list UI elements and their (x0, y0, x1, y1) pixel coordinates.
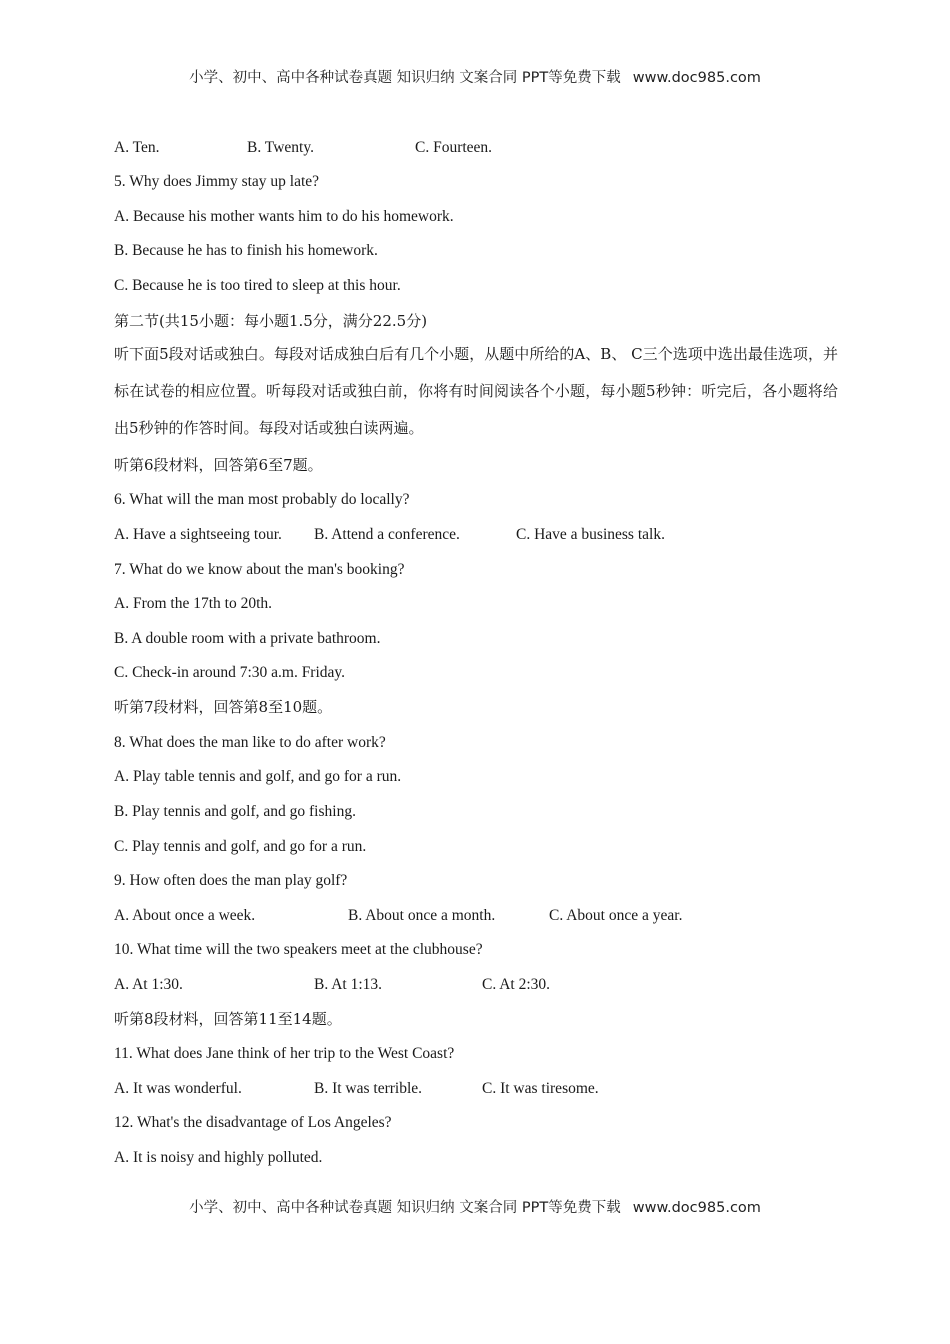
question-7-option-c: C. Check-in around 7:30 a.m. Friday. (114, 664, 346, 681)
question-8-option-b: B. Play tennis and golf, and go fishing. (114, 803, 356, 820)
question-9-option-b: B. About once a month. (348, 907, 496, 924)
question-10-option-a: A. At 1:30. (114, 976, 183, 993)
question-11-option-a: A. It was wonderful. (114, 1080, 242, 1097)
material-7-heading: 听第7段材料，回答第8至10题。 (114, 698, 333, 716)
section-2-title: 第二节(共15小题：每小题1.5分，满分22.5分) (114, 312, 428, 330)
question-10: 10. What time will the two speakers meet at the clubhouse? (114, 941, 483, 958)
question-5: 5. Why does Jimmy stay up late? (114, 173, 320, 190)
option-b: B. Twenty. (247, 139, 314, 156)
question-6: 6. What will the man most probably do locally? (114, 491, 410, 508)
question-11-option-c: C. It was tiresome. (482, 1080, 599, 1097)
header-url[interactable]: www.doc985.com (632, 70, 761, 86)
question-12-option-a: A. It is noisy and highly polluted. (114, 1149, 323, 1166)
question-6-option-c: C. Have a business talk. (516, 526, 665, 543)
question-11: 11. What does Jane think of her trip to the West Coast? (114, 1045, 455, 1062)
question-8-option-c: C. Play tennis and golf, and go for a run. (114, 838, 367, 855)
question-10-option-b: B. At 1:13. (314, 976, 383, 993)
option-a: A. Ten. (114, 139, 160, 156)
question-7: 7. What do we know about the man's booking? (114, 561, 405, 578)
page-footer (0, 1196, 950, 1217)
question-11-option-b: B. It was terrible. (314, 1080, 423, 1097)
header-text: 小学、初中、高中各种试卷真题 知识归纳 文案合同 PPT等免费下载 (189, 70, 621, 86)
question-9: 9. How often does the man play golf? (114, 872, 348, 889)
material-6-heading: 听第6段材料，回答第6至7题。 (114, 456, 323, 474)
question-9-option-a: A. About once a week. (114, 907, 256, 924)
option-c: C. Fourteen. (415, 139, 493, 156)
footer-text: 小学、初中、高中各种试卷真题 知识归纳 文案合同 PPT等免费下载 (189, 1200, 621, 1216)
footer-url[interactable]: www.doc985.com (632, 1200, 761, 1216)
question-5-option-a: A. Because his mother wants him to do his homework. (114, 208, 454, 225)
question-8: 8. What does the man like to do after work? (114, 734, 386, 751)
question-6-option-a: A. Have a sightseeing tour. (114, 526, 282, 543)
question-5-option-b: B. Because he has to finish his homework. (114, 242, 378, 259)
question-8-option-a: A. Play table tennis and golf, and go for a run. (114, 768, 402, 785)
question-7-option-b: B. A double room with a private bathroom. (114, 630, 381, 647)
question-7-option-a: A. From the 17th to 20th. (114, 595, 273, 612)
page-header (0, 66, 950, 87)
question-6-option-b: B. Attend a conference. (314, 526, 460, 543)
question-9-option-c: C. About once a year. (549, 907, 683, 924)
question-10-option-c: C. At 2:30. (482, 976, 551, 993)
section-2-instructions: 听下面5段对话或独白。每段对话成独白后有几个小题，从题中所给的A、B、 C三个选项中选出最佳选项，并标在试卷的相应位置。听每段对话或独白前，你将有时间阅读各个小题，每小题5秒钟：听完后，各小题将给出5秒钟的作答时间。每段对话或独白读两遍。 (114, 345, 838, 437)
material-8-heading: 听第8段材料，回答第11至14题。 (114, 1010, 342, 1028)
question-12: 12. What's the disadvantage of Los Angeles? (114, 1114, 392, 1131)
question-5-option-c: C. Because he is too tired to sleep at this hour. (114, 277, 401, 294)
